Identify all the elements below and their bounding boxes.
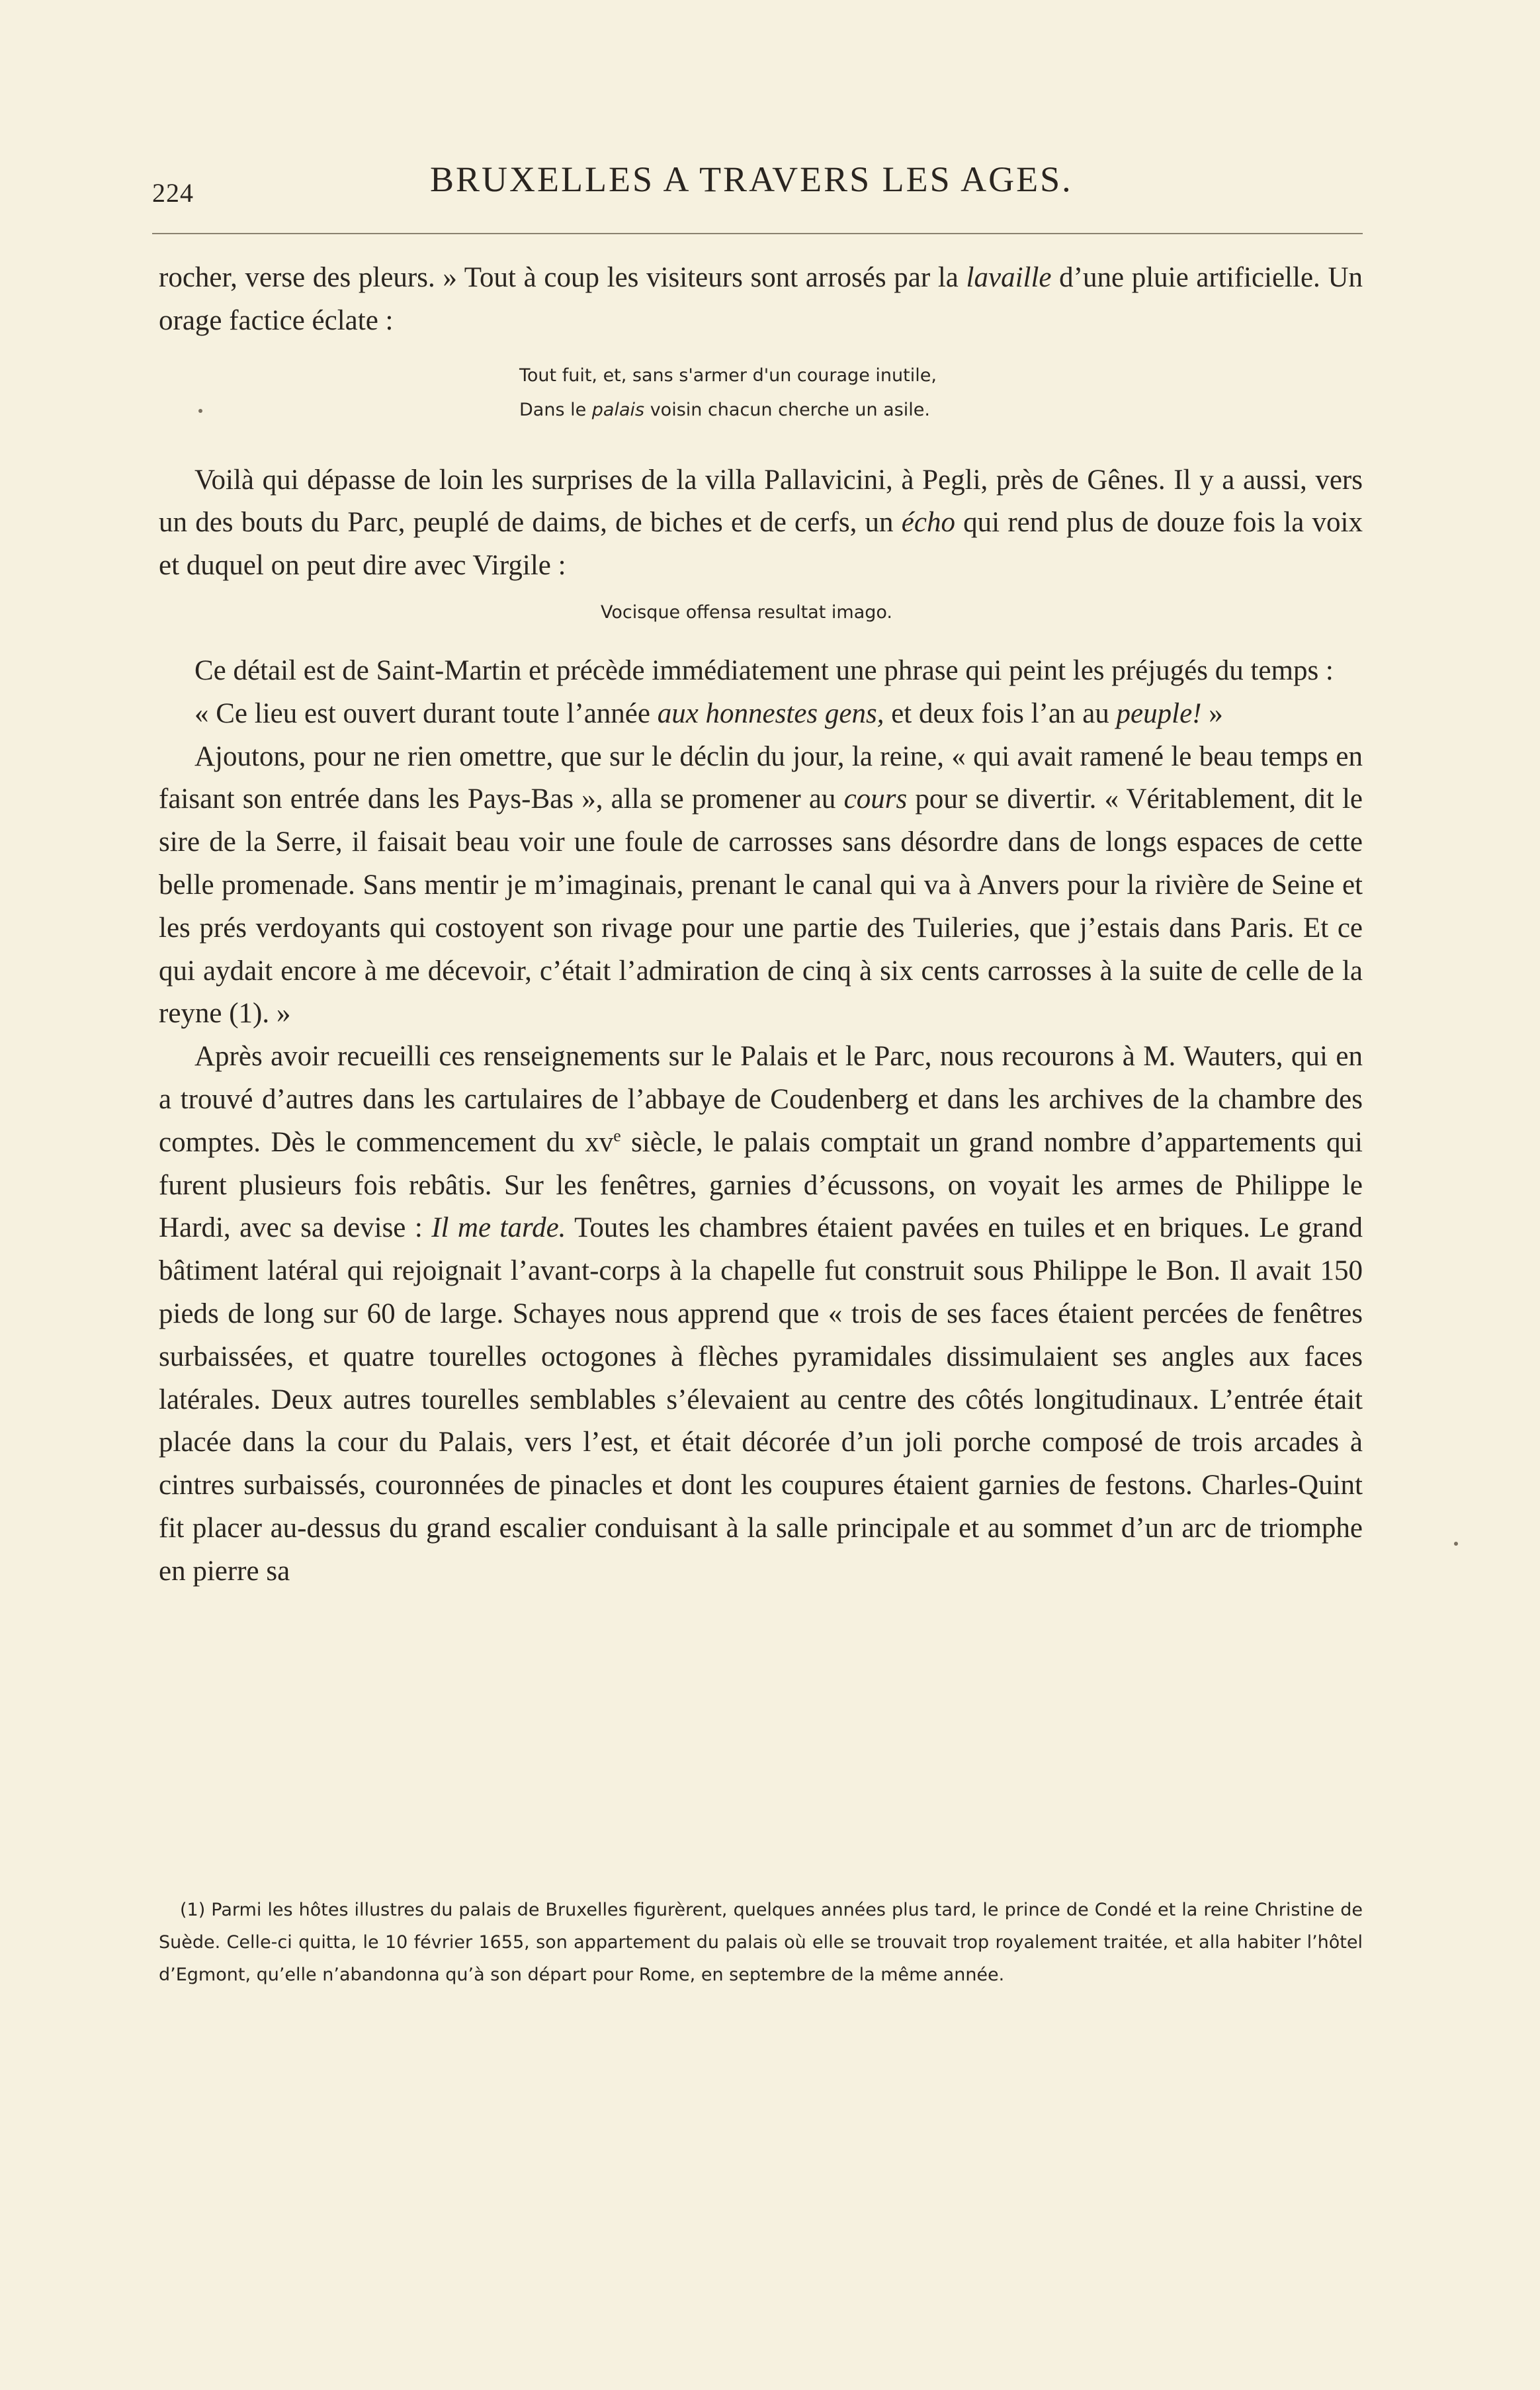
- italic-term: palais: [591, 399, 645, 420]
- text-run: siècle, le palais comptait un grand nombre d’appartements qui furent plusieurs fois rebâtis. Sur les fenêtres, garnies d’écussons, on voyait les armes de Philippe le Hardi, avec sa devise :: [159, 1126, 1363, 1244]
- paragraph-reine: [159, 736, 1363, 1036]
- footnotes: [159, 1894, 1363, 1991]
- text-run: et deux fois l’an au: [884, 697, 1117, 729]
- paragraph-lieu: [159, 693, 1363, 736]
- text-run: Ce lieu est ouvert durant toute l’année: [208, 697, 658, 729]
- text-run: qui avait ramené le beau temps en faisant son entrée dans les Pays-Bas: [159, 740, 1363, 815]
- italic-term: lavaille: [966, 262, 1052, 293]
- verse-line-1: Tout fuit, et, sans s'armer d'un courage inutile,: [519, 365, 937, 386]
- text-run: trois de ses faces étaient percées de fenêtres surbaissées, et quatre tourelles octogones à flèches pyramidales dissimulaient ses angles aux faces latérales. Deux autres tourelles semblables s’élevaient au centre des côtés longitudinaux. L’entrée était placée dans la cour du Palais, vers l’est, et était décorée d’un joli porche composé de trois arcades à cintres surbaissés, couronnées de pinacles et dont les coupures étaient garnies de festons. Charles-Quint fit placer au-dessus du grand escalier conduisant à la salle principale et au sommet d’un arc de triomphe en pierre sa: [159, 1298, 1363, 1587]
- text-run: Toutes les chambres étaient pavées en tuiles et en briques. Le grand bâtiment latéral qui rejoignait l’avant-corps à la chapelle fut construit sous Philippe le Bon. Il avait 150 pieds de long sur 60 de large. Schayes nous apprend que: [159, 1212, 1363, 1329]
- italic-term: écho: [901, 507, 955, 539]
- paragraph-detail: Ce détail est de Saint-Martin et précède immédiatement une phrase qui peint les préjugés du temps :: [194, 654, 1334, 686]
- latin-quote: Vocisque offensa resultat imago.: [601, 601, 893, 623]
- header-rule: [152, 233, 1363, 234]
- text-run: Tout à coup les visiteurs sont arrosés par la: [456, 262, 966, 293]
- body-text: [159, 257, 1363, 1593]
- text-run: voisin chacun cherche un asile.: [644, 399, 930, 420]
- text-run: Voilà qui dépasse de loin les surprises de la villa Pallavicini, à Pegli, près de Gênes. Il y a aussi, vers un des bouts du Parc, peuplé de daims, de biches et de cerfs, un: [159, 464, 1363, 539]
- italic-term: cours: [843, 783, 908, 815]
- paragraph-villa: [159, 459, 1363, 588]
- verse-line-2: [159, 393, 1363, 427]
- quote-mark: «: [828, 1298, 843, 1329]
- footnote-1: (1) Parmi les hôtes illustres du palais de Bruxelles figurèrent, quelques années plus tard, le prince de Condé et la reine Christine de Suède. Celle-ci quitta, le 10 février 1655, son appartement du palais où elle se trouvait trop royalement traitée, et alla habiter l’hôtel d’Egmont, qu’elle n’abandonna qu’à son départ pour Rome, en septembre de la même année.: [159, 1900, 1363, 1985]
- quote-mark: »: [1201, 697, 1223, 729]
- text-run: Ajoutons, pour ne rien omettre, que sur le déclin du jour, la reine,: [194, 740, 952, 772]
- verse-quote: [159, 359, 1363, 427]
- superscript: e: [613, 1126, 621, 1145]
- italic-term: aux honnestes gens,: [657, 697, 884, 729]
- quote-mark: »: [276, 998, 291, 1030]
- text-run: Véritablement, dit le sire de la Serre, il faisait beau voir une foule de carrosses sans désordre dans de longs espaces de cette belle promenade. Sans mentir je m’imaginais, prenant le canal qui va à Anvers pour la rivière de Seine et les prés verdoyants qui costoyent son rivage pour une partie des Tuileries, que j’estais dans Paris. Et ce qui aydait encore à me décevoir, c’était l’admiration de cinq à six cents carrosses à la suite de celle de la reyne (1).: [159, 783, 1363, 1030]
- paragraph-intro: [159, 257, 1363, 343]
- text-run: rocher, verse des pleurs.: [159, 262, 443, 293]
- page-header: [152, 159, 1363, 212]
- text-run: , alla se promener au: [595, 783, 844, 815]
- text-run: pour se divertir.: [907, 783, 1105, 815]
- text-run: qui rend plus de douze fois la voix et duquel on peut dire avec Virgile :: [159, 507, 1363, 582]
- page-number: 224: [152, 178, 194, 208]
- paper-speck: [198, 409, 202, 413]
- quote-mark: »: [581, 783, 596, 815]
- text-run: d’une pluie artificielle. Un orage factice éclate :: [159, 262, 1363, 336]
- quote-mark: «: [1104, 783, 1119, 815]
- text-run: Dans le: [519, 399, 592, 420]
- quote-mark: »: [443, 262, 457, 293]
- quote-mark: «: [951, 740, 966, 772]
- paper-speck: [1454, 1542, 1458, 1546]
- text-run: Après avoir recueilli ces renseignements sur le Palais et le Parc, nous recourons à M. Wauters, qui en a trouvé d’autres dans les cartulaires de l’abbaye de Coudenberg et dans les archives de la chambre des comptes. Dès le commencement du xv: [159, 1041, 1363, 1158]
- paragraph-palais: [159, 1036, 1363, 1593]
- italic-term: Il me tarde.: [431, 1212, 566, 1244]
- running-title: BRUXELLES A TRAVERS LES AGES.: [430, 159, 1073, 199]
- quote-mark: «: [194, 697, 209, 729]
- italic-term: peuple!: [1116, 697, 1202, 729]
